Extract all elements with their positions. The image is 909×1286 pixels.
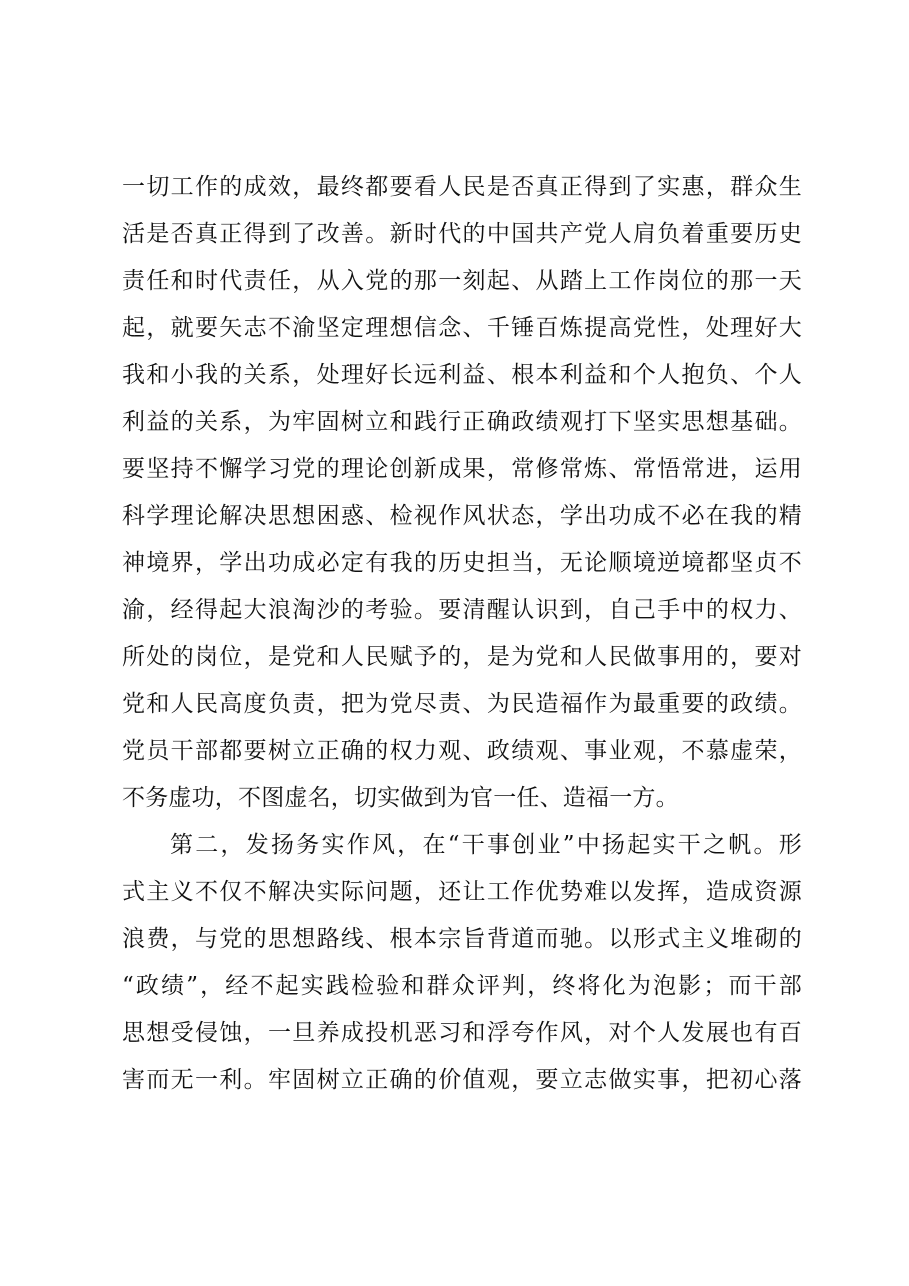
body-text xyxy=(122,164,802,1104)
text-line: 浪费，与党的思想路线、根本宗旨背道而驰。以形式主义堆砌的 xyxy=(122,926,802,952)
text-line: 一切工作的成效，最终都要看人民是否真正得到了实惠，群众生 xyxy=(122,174,802,200)
text-line: 要坚持不懈学习党的理论创新成果，常修常炼、常悟常进，运用 xyxy=(122,456,802,482)
text-line: 党员干部都要树立正确的权力观、政绩观、事业观，不慕虚荣， xyxy=(122,738,802,764)
text-line: 不务虚功，不图虚名，切实做到为官一任、造福一方。 xyxy=(122,785,679,811)
text-line: 科学理论解决思想困惑、检视作风状态，学出功成不必在我的精 xyxy=(122,503,802,529)
text-line: 神境界，学出功成必定有我的历史担当，无论顺境逆境都坚贞不 xyxy=(122,550,802,576)
text-line: 渝，经得起大浪淘沙的考验。要清醒认识到，自己手中的权力、 xyxy=(122,597,802,623)
text-line: 起，就要矢志不渝坚定理想信念、千锤百炼提高党性，处理好大 xyxy=(122,315,802,341)
text-line: 思想受侵蚀，一旦养成投机恶习和浮夸作风，对个人发展也有百 xyxy=(122,1020,802,1046)
text-line: 所处的岗位，是党和人民赋予的，是为党和人民做事用的，要对 xyxy=(122,644,802,670)
text-line-paragraph-start: 第二，发扬务实作风，在“干事创业”中扬起实干之帆。形 xyxy=(170,832,802,858)
text-line: “政绩”，经不起实践检验和群众评判，终将化为泡影；而干部 xyxy=(122,973,802,999)
text-line: 式主义不仅不解决实际问题，还让工作优势难以发挥，造成资源 xyxy=(122,879,802,905)
text-line: 活是否真正得到了改善。新时代的中国共产党人肩负着重要历史 xyxy=(122,221,802,247)
text-line: 党和人民高度负责，把为党尽责、为民造福作为最重要的政绩。 xyxy=(122,691,802,717)
text-line: 利益的关系，为牢固树立和践行正确政绩观打下坚实思想基础。 xyxy=(122,409,802,435)
text-line: 害而无一利。牢固树立正确的价值观，要立志做实事，把初心落 xyxy=(122,1067,802,1093)
text-line: 责任和时代责任，从入党的那一刻起、从踏上工作岗位的那一天 xyxy=(122,268,802,294)
text-line: 我和小我的关系，处理好长远利益、根本利益和个人抱负、个人 xyxy=(122,362,802,388)
